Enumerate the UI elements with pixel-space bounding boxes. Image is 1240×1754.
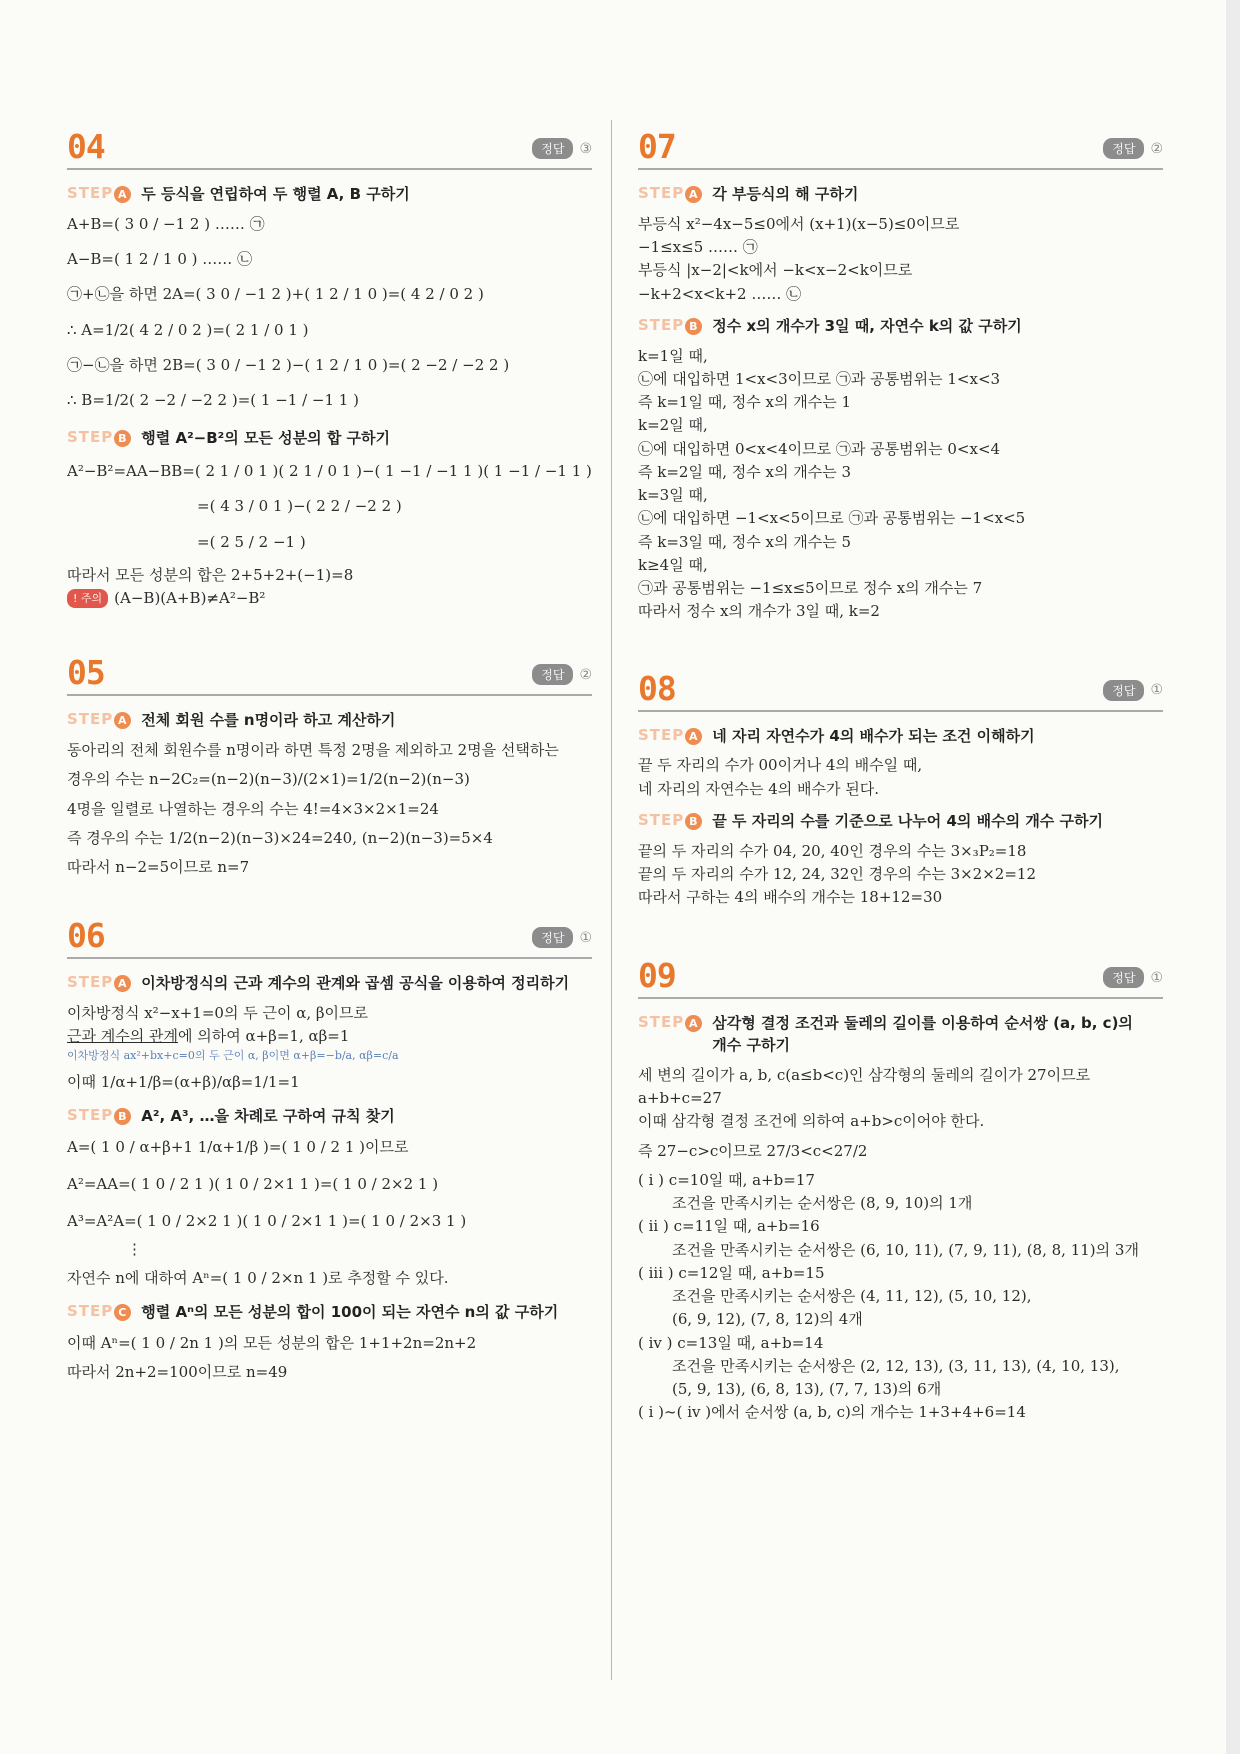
solution-line: 근과 계수의 관계에 의하여 α+β=1, αβ=1 — [67, 1027, 350, 1046]
solution-line: a+b+c=27 — [638, 1089, 722, 1107]
step-label: STEP B — [67, 428, 131, 447]
step-label: STEP A — [67, 184, 131, 203]
problem-06 — [67, 916, 592, 1384]
solution-line: 조건을 만족시키는 순서쌍은 (8, 9, 10)의 1개 — [672, 1194, 973, 1212]
answer-value: ② — [579, 666, 592, 683]
problem-05 — [67, 653, 592, 879]
step-title: 삼각형 결정 조건과 둘레의 길이를 이용하여 순서쌍 (a, b, c)의 개수 구하기 — [712, 1014, 1133, 1054]
solution-line: 조건을 만족시키는 순서쌍은 (4, 11, 12), (5, 10, 12), — [672, 1287, 1032, 1305]
answer — [532, 664, 592, 685]
problem-header — [638, 956, 1163, 999]
solution-line: 자연수 n에 대하여 Aⁿ=( 1 0 / 2×n 1 )로 추정할 수 있다. — [67, 1268, 449, 1287]
answer — [1103, 967, 1163, 988]
problem-header — [638, 127, 1163, 170]
solution-line: 이때 Aⁿ=( 1 0 / 2n 1 )의 모든 성분의 합은 1+1+2n=2n+2 — [67, 1333, 477, 1352]
step-c — [67, 1302, 592, 1324]
solution-line: (5, 9, 13), (6, 8, 13), (7, 7, 13)의 6개 — [672, 1380, 942, 1398]
problem-07 — [638, 127, 1163, 624]
solution-line: 따라서 n−2=5이므로 n=7 — [67, 858, 250, 876]
solution-line: ㉡에 대입하면 1<x<3이므로 ㉠과 공통범위는 1<x<3 — [638, 369, 1001, 388]
solution-line: A²=AA=( 1 0 / 2 1 )( 1 0 / 2×1 1 )=( 1 0 / 2×2 1 ) — [67, 1175, 439, 1194]
problem-header — [638, 668, 1163, 712]
solution-line: 즉 27−c>c이므로 27/3<c<27/2 — [638, 1141, 868, 1160]
step-label: STEP A — [638, 1013, 702, 1032]
solution-line: ( iv ) c=13일 때, a+b=14 — [638, 1333, 824, 1352]
problem-number: 05 — [67, 653, 105, 693]
solution-line: 즉 경우의 수는 1/2(n−2)(n−3)×24=240, (n−2)(n−3)=5×4 — [67, 828, 493, 847]
step-title: A², A³, …을 차례로 구하여 규칙 찾기 — [141, 1107, 395, 1126]
solution-line: ( i ) c=10일 때, a+b=17 — [638, 1170, 815, 1189]
step-label: STEP C — [67, 1302, 131, 1321]
solution-line: 부등식 x²−4x−5≤0에서 (x+1)(x−5)≤0이므로 — [638, 214, 960, 233]
formula-note: 이차방정식 ax²+bx+c=0의 두 근이 α, β이면 α+β=−b/a, αβ=c/a — [67, 1048, 399, 1062]
step-b — [638, 316, 1163, 338]
solution-line: 부등식 |x−2|<k에서 −k<x−2<k이므로 — [638, 261, 913, 280]
answer — [532, 927, 592, 948]
solution-line: 이차방정식 x²−x+1=0의 두 근이 α, β이므로 — [67, 1004, 369, 1022]
solution-line: k=3일 때, — [638, 486, 708, 504]
step-title: 이차방정식의 근과 계수의 관계와 곱셈 공식을 이용하여 정리하기 — [141, 974, 570, 993]
step-label: STEP B — [638, 811, 702, 830]
step-label: STEP A — [638, 726, 702, 745]
step-label: STEP A — [67, 973, 131, 992]
solution-line: ㉠+㉡을 하면 2A=( 3 0 / −1 2 )+( 1 2 / 1 0 )=( 4 2 / 0 2 ) — [67, 285, 484, 304]
step-title: 끝 두 자리의 수를 기준으로 나누어 4의 배수의 개수 구하기 — [712, 811, 1103, 830]
solution-line: 네 자리의 자연수는 4의 배수가 된다. — [638, 779, 880, 798]
answer-value: ③ — [579, 140, 592, 157]
solution-line: A=( 1 0 / α+β+1 1/α+1/β )=( 1 0 / 2 1 )이므로 — [67, 1137, 409, 1156]
solution-line: A+B=( 3 0 / −1 2 ) …… ㉠ — [67, 214, 265, 233]
step-b — [67, 1106, 592, 1128]
solution-line: k=2일 때, — [638, 416, 708, 435]
step-label: STEP A — [67, 710, 131, 729]
warning-text: (A−B)(A+B)≠A²−B² — [114, 589, 266, 607]
solution-line: 조건을 만족시키는 순서쌍은 (2, 12, 13), (3, 11, 13), (4, 10, 13), — [672, 1356, 1120, 1375]
step-label: STEP B — [67, 1106, 131, 1125]
solution-line: ⋮ — [127, 1239, 142, 1258]
step-label: STEP B — [638, 316, 702, 335]
solution-line: A³=A²A=( 1 0 / 2×2 1 )( 1 0 / 2×1 1 )=( 1 0 / 2×3 1 ) — [67, 1212, 467, 1231]
problem-number: 09 — [638, 956, 676, 996]
step-label: STEP A — [638, 184, 702, 203]
problem-header — [67, 916, 592, 959]
solution-line: 끝의 두 자리의 수가 12, 24, 32인 경우의 수는 3×2×2=12 — [638, 864, 1036, 883]
solution-line: ( ii ) c=11일 때, a+b=16 — [638, 1217, 820, 1236]
problem-number: 06 — [67, 916, 105, 956]
answer-badge: 정답 — [532, 927, 573, 948]
problem-04 — [67, 127, 592, 610]
solution-line: 이때 삼각형 결정 조건에 의하여 a+b>c이어야 한다. — [638, 1112, 985, 1131]
answer-badge: 정답 — [1103, 967, 1144, 988]
problem-number: 08 — [638, 668, 676, 708]
step-a — [67, 973, 592, 995]
solution-line: ∴ A=1/2( 4 2 / 0 2 )=( 2 1 / 0 1 ) — [67, 320, 309, 339]
solution-line: A²−B²=AA−BB=( 2 1 / 0 1 )( 2 1 / 0 1 )−( 1 −1 / −1 1 )( 1 −1 / −1 1 ) — [67, 462, 592, 480]
solution-line: =( 4 3 / 0 1 )−( 2 2 / −2 2 ) — [197, 497, 402, 516]
solution-line: 따라서 구하는 4의 배수의 개수는 18+12=30 — [638, 888, 943, 906]
solution-line: 4명을 일렬로 나열하는 경우의 수는 4!=4×3×2×1=24 — [67, 799, 439, 818]
answer-value: ① — [1150, 682, 1163, 698]
solution-line: =( 2 5 / 2 −1 ) — [197, 532, 306, 551]
warning-note — [67, 587, 592, 610]
solution-line: 세 변의 길이가 a, b, c(a≤b<c)인 삼각형의 둘레의 길이가 27이므로 — [638, 1065, 1091, 1084]
answer-value: ② — [1150, 140, 1163, 157]
step-title: 정수 x의 개수가 3일 때, 자연수 k의 값 구하기 — [712, 316, 1022, 335]
step-title: 두 등식을 연립하여 두 행렬 A, B 구하기 — [141, 185, 410, 203]
solution-line: 경우의 수는 n−2C₂=(n−2)(n−3)/(2×1)=1/2(n−2)(n−3) — [67, 770, 470, 789]
answer — [1103, 680, 1163, 701]
solution-line: 끝의 두 자리의 수가 04, 20, 40인 경우의 수는 3×₃P₂=18 — [638, 841, 1027, 860]
problem-09 — [638, 956, 1163, 1424]
answer-value: ① — [1150, 969, 1163, 986]
solution-line: ㉠−㉡을 하면 2B=( 3 0 / −1 2 )−( 1 2 / 1 0 )=( 2 −2 / −2 2 ) — [67, 355, 510, 374]
solution-line: ( iii ) c=12일 때, a+b=15 — [638, 1263, 825, 1282]
problem-number: 04 — [67, 127, 105, 166]
step-title: 각 부등식의 해 구하기 — [712, 185, 859, 203]
answer — [532, 138, 592, 159]
answer-badge: 정답 — [532, 138, 573, 159]
solution-line: 따라서 2n+2=100이므로 n=49 — [67, 1363, 288, 1382]
solution-line: 따라서 모든 성분의 합은 2+5+2+(−1)=8 — [67, 565, 354, 584]
step-a — [638, 1013, 1163, 1057]
solution-line: −1≤x≤5 …… ㉠ — [638, 238, 758, 256]
warning-badge: ! 주의 — [67, 589, 108, 608]
solution-line: ( i )~( iv )에서 순서쌍 (a, b, c)의 개수는 1+3+4+6=14 — [638, 1403, 1026, 1422]
step-title: 행렬 A²−B²의 모든 성분의 합 구하기 — [141, 429, 391, 448]
problem-number: 07 — [638, 127, 676, 166]
step-title: 네 자리 자연수가 4의 배수가 되는 조건 이해하기 — [712, 726, 1035, 745]
solution-line: −k+2<x<k+2 …… ㉡ — [638, 284, 802, 303]
page-edge — [1226, 0, 1240, 1754]
answer-badge: 정답 — [1103, 138, 1144, 159]
column-divider — [611, 120, 612, 1680]
solution-line: 조건을 만족시키는 순서쌍은 (6, 10, 11), (7, 9, 11), (8, 8, 11)의 3개 — [672, 1240, 1139, 1259]
solution-line: ∴ B=1/2( 2 −2 / −2 2 )=( 1 −1 / −1 1 ) — [67, 391, 359, 409]
solution-line: 즉 k=2일 때, 정수 x의 개수는 3 — [638, 462, 851, 481]
step-title: 전체 회원 수를 n명이라 하고 계산하기 — [141, 711, 396, 730]
problem-header — [67, 653, 592, 696]
solution-line: 끝 두 자리의 수가 00이거나 4의 배수일 때, — [638, 756, 923, 775]
solution-line: A−B=( 1 2 / 1 0 ) …… ㉡ — [67, 250, 253, 268]
solution-line: k≥4일 때, — [638, 555, 708, 574]
solution-line: ㉡에 대입하면 0<x<4이므로 ㉠과 공통범위는 0<x<4 — [638, 439, 1001, 458]
solution-line: 동아리의 전체 회원수를 n명이라 하면 특정 2명을 제외하고 2명을 선택하는 — [67, 741, 559, 759]
answer-value: ① — [579, 929, 592, 946]
solution-line: k=1일 때, — [638, 346, 708, 365]
solution-line: (6, 9, 12), (7, 8, 12)의 4개 — [672, 1310, 863, 1329]
problem-header — [67, 127, 592, 170]
step-a — [67, 710, 592, 732]
answer-badge: 정답 — [532, 664, 573, 685]
problem-08 — [638, 668, 1163, 910]
right-column — [638, 127, 1163, 1425]
step-a — [638, 726, 1163, 748]
step-b — [638, 811, 1163, 833]
solution-line: 즉 k=3일 때, 정수 x의 개수는 5 — [638, 532, 851, 551]
solution-line: ㉠과 공통범위는 −1≤x≤5이므로 정수 x의 개수는 7 — [638, 579, 983, 597]
answer-badge: 정답 — [1103, 680, 1144, 701]
step-a — [67, 184, 592, 206]
solution-line: 즉 k=1일 때, 정수 x의 개수는 1 — [638, 393, 851, 411]
step-a — [638, 184, 1163, 206]
solution-line: 이때 1/α+1/β=(α+β)/αβ=1/1=1 — [67, 1072, 300, 1091]
left-column — [67, 127, 592, 1384]
solution-line: 따라서 정수 x의 개수가 3일 때, k=2 — [638, 602, 880, 621]
step-title: 행렬 Aⁿ의 모든 성분의 합이 100이 되는 자연수 n의 값 구하기 — [141, 1303, 559, 1322]
solution-line: ㉡에 대입하면 −1<x<5이므로 ㉠과 공통범위는 −1<x<5 — [638, 509, 1026, 528]
answer — [1103, 138, 1163, 159]
step-b — [67, 428, 592, 450]
